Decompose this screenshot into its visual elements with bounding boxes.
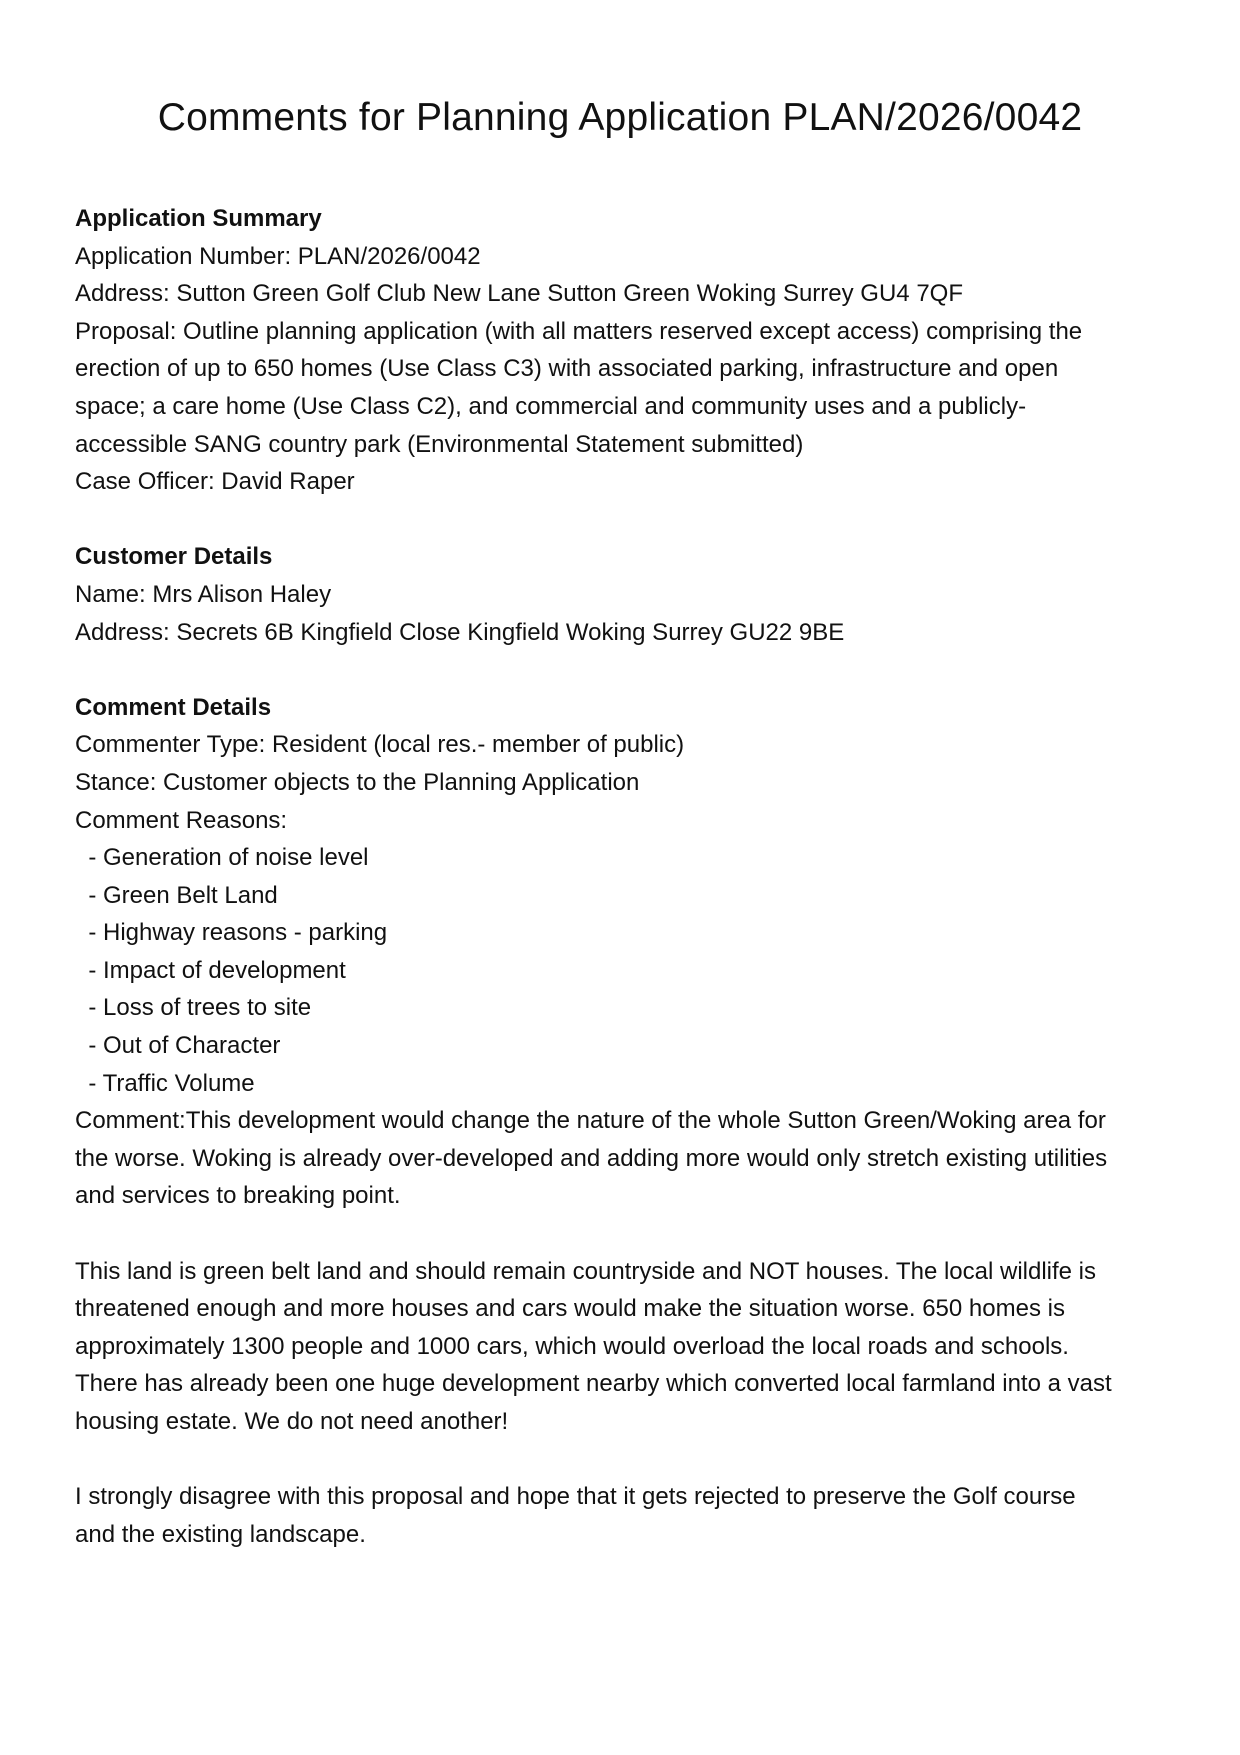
comment-text-line: the worse. Woking is already over-developed and adding more would only stretch existing utilities: [75, 1144, 1108, 1172]
comment-reason-item: - Out of Character: [75, 1032, 281, 1060]
comment-reason-item: - Loss of trees to site: [75, 994, 312, 1022]
application-number: Application Number: PLAN/2026/0042: [75, 242, 481, 270]
paragraph-spacer: [75, 1441, 1170, 1479]
comment-text-line: approximately 1300 people and 1000 cars, which would overload the local roads and schools.: [75, 1332, 1069, 1360]
document-body: [75, 200, 1170, 1553]
section-spacer: [75, 501, 1170, 539]
comment-reason-item: - Green Belt Land: [75, 881, 278, 909]
comment-text-line: This land is green belt land and should remain countryside and NOT houses. The local wildlife is: [75, 1257, 1097, 1285]
comment-text-line: There has already been one huge development nearby which converted local farmland into a vast: [75, 1370, 1112, 1398]
customer-address: Address: Secrets 6B Kingfield Close Kingfield Woking Surrey GU22 9BE: [75, 618, 845, 646]
customer-name: Name: Mrs Alison Haley: [75, 580, 332, 608]
comment-reason-item: - Generation of noise level: [75, 844, 369, 872]
section-spacer: [75, 651, 1170, 689]
comment-reason-item: - Highway reasons - parking: [75, 919, 388, 947]
proposal-line: erection of up to 650 homes (Use Class C3) with associated parking, infrastructure and open: [75, 355, 1059, 383]
application-address: Address: Sutton Green Golf Club New Lane Sutton Green Woking Surrey GU4 7QF: [75, 280, 963, 308]
proposal-line: accessible SANG country park (Environmental Statement submitted): [75, 430, 804, 458]
stance: Stance: Customer objects to the Planning Application: [75, 768, 640, 796]
comment-reason-item: - Traffic Volume: [75, 1069, 255, 1097]
customer-details-section: [75, 538, 1170, 651]
application-summary-heading: Application Summary: [75, 205, 322, 232]
customer-details-heading: Customer Details: [75, 543, 273, 571]
proposal-line: Proposal: Outline planning application (with all matters reserved except access) comprising the: [75, 317, 1083, 345]
commenter-type: Commenter Type: Resident (local res.- member of public): [75, 731, 685, 759]
comment-text-line: Comment:This development would change the nature of the whole Sutton Green/Woking area for: [75, 1107, 1106, 1135]
comment-text-line: and services to breaking point.: [75, 1182, 401, 1210]
comment-text-line: I strongly disagree with this proposal and hope that it gets rejected to preserve the Golf course: [75, 1483, 1076, 1511]
page-title: Comments for Planning Application PLAN/2026/0042: [157, 96, 1083, 139]
case-officer: Case Officer: David Raper: [75, 468, 355, 496]
comment-reasons-label: Comment Reasons:: [75, 806, 288, 834]
application-summary-section: [75, 200, 1170, 501]
paragraph-spacer: [75, 1215, 1170, 1253]
comment-text-line: housing estate. We do not need another!: [75, 1408, 509, 1435]
comment-text-line: and the existing landscape.: [75, 1520, 366, 1548]
proposal-line: space; a care home (Use Class C2), and commercial and community uses and a publicly-: [75, 392, 1027, 420]
comment-details-heading: Comment Details: [75, 693, 272, 721]
comment-text-line: threatened enough and more houses and cars would make the situation worse. 650 homes is: [75, 1295, 1065, 1323]
comment-reason-item: - Impact of development: [75, 956, 346, 984]
comment-details-section: [75, 689, 1170, 1554]
